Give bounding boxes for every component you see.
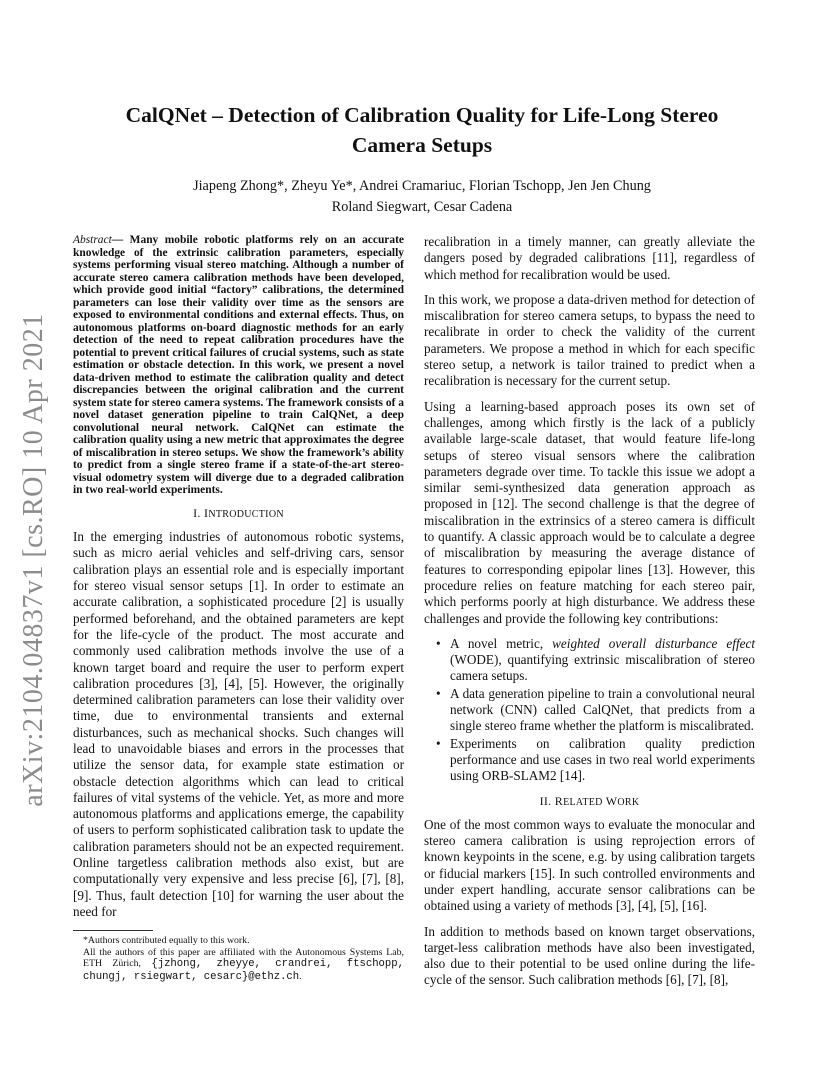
section-title-initial: I	[204, 505, 209, 520]
author-line-1: Jiapeng Zhong*, Zheyu Ye*, Andrei Cramariuc, Florian Tschopp, Jen Jen Chung	[193, 178, 651, 194]
contribution-emphasis: weighted overall disturbance effect	[552, 635, 755, 651]
right-column	[424, 234, 755, 998]
affiliation-end: .	[299, 971, 302, 983]
affiliation-text: All the authors of this paper are affiliated with the Autonomous Systems Lab, ETH Zürich,	[83, 946, 404, 970]
abstract-text: — Many mobile robotic platforms rely on an accurate knowledge of the extrinsic calibration parameters, especially systems performing visual stereo matching. Although a number of accurate stereo camera calibration methods have been developed, which provide good initial “factory” calibrations, the determined parameters can lose their validity over time as the sensors are exposed to environmental conditions and external effects. Thus, on autonomous platforms on-board diagnostic methods for an early detection of the need to repeat calibration procedures have the potential to prevent critical failures of crucial systems, such as state estimation or obstacle detection. In this work, we present a novel data-driven method to estimate the calibration quality and detect discrepancies between the original calibration and the current system state for stereo camera systems. The framework consists of a novel dataset generation pipeline to train CalQNet, a deep convolutional neural network. CalQNet can estimate the calibration quality using a new metric that approximates the degree of miscalibration in stereo setups. We show the framework’s ability to predict from a single stereo frame if a state-of-the-art stereo-visual odometry system will diverge due to a degraded calibration in two real-world experiments.	[73, 234, 404, 497]
author-list	[90, 176, 754, 218]
author-line-2: Roland Siegwart, Cesar Cadena	[331, 199, 513, 215]
paragraph-challenges: Using a learning-based approach poses its own set of challenges, among which firstly is the lack of a publicly available large-scale dataset, that would feature life-long setups of stereo visual sensors where the calibration parameters degrade over time. To tackle this issue we adopt a similar semi-synthesized data generation approach as proposed in [12]. The second challenge is that the degree of miscalibration in the extrinsics of a stereo camera is difficult to quantify. A classic approach would be to calculate a degree of miscalibration by measuring the average distance of features to corresponding epipolar lines [13]. However, this procedure relies on feature matching for each stereo pair, which performs poorly at high disturbance. We address these challenges and provide the following key contributions:	[424, 398, 755, 626]
paragraph-recalibration: recalibration in a timely manner, can greatly alleviate the dangers posed by degraded calibrations [11], regardless of which method for recalibration would be used.	[424, 234, 755, 282]
abstract	[73, 234, 404, 497]
arxiv-identifier-text: arXiv:2104.04837v1 [cs.RO] 10 Apr 2021	[18, 313, 49, 807]
section-title-initial: W	[605, 793, 618, 808]
related-paragraph-1: One of the most common ways to evaluate the monocular and stereo camera calibration is using reprojection errors of known keypoints in the scene, e.g. by using calibration targets or fiducial markers [15]. In such controlled environments and under expert handling, accurate sensor calibrations can be obtained using a variety of methods [3], [4], [5], [16].	[424, 816, 755, 914]
author-emails: {jzhong, zheyye, crandrei, ftschopp, chungj, rsiegwart, cesarc}@ethz.ch	[83, 958, 404, 984]
section-title-initial: R	[554, 793, 564, 808]
section-title-rest: ELATED	[563, 796, 603, 808]
section-title-rest: NTRODUCTION	[208, 508, 284, 520]
section-title-rest: ORK	[617, 796, 640, 808]
contribution-text: A novel metric,	[450, 635, 553, 651]
intro-paragraph: In the emerging industries of autonomous robotic systems, such as micro aerial vehicles and self-driving cars, sensor calibration plays an essential role and is especially important for stereo visual sensor setups [1]. In order to estimate an accurate calibration, a sophisticated procedure [2] is usually performed beforehand, and the obtained parameters are kept for the life-cycle of the product. The most accurate and commonly used calibration methods involve the use of a known target board and require the user to perform expert calibration procedures [3], [4], [5]. However, the originally determined calibration parameters can lose their validity over time, due to environmental transients and external disturbances, such as mechanical shocks. Such changes will lead to unavoidable biases and errors in the processes that utilize the sensor data, for example state estimation or obstacle detection algorithms which can lead to critical failures of vital systems of the vehicle. Yet, as more and more autonomous platforms and applications emerge, the capability of users to perform sophisticated calibration task to update the calibration parameters should not be an expected requirement. Online targetless calibration methods also exist, but are computationally very expensive and less precise [6], [7], [8], [9]. Thus, fault detection [10] for warning the user about the need for	[73, 529, 404, 919]
section-number: I.	[193, 505, 201, 520]
abstract-label: Abstract	[73, 234, 112, 246]
footnote-affiliation	[73, 947, 404, 984]
paragraph-this-work: In this work, we propose a data-driven method for detection of miscalibration for stereo camera setups, to bypass the need to recalibrate in order to check the validity of the current parameters. We propose a method in which for each specific stereo setup, a network is tailor trained to predict when a recalibration is necessary for the current setup.	[424, 291, 755, 389]
section-heading-related-work	[424, 793, 755, 811]
section-number: II.	[539, 793, 552, 808]
section-heading-introduction	[73, 505, 404, 523]
paper-title: CalQNet – Detection of Calibration Quality for Life-Long Stereo Camera Setups	[125, 103, 719, 157]
footnote-equal-contribution: *Authors contributed equally to this work.	[83, 935, 250, 947]
contribution-item-experiments: • Experiments on calibration quality prediction performance and use cases in two real world experiments using ORB-SLAM2 [14].	[450, 736, 755, 785]
footnote-divider	[73, 930, 153, 931]
contribution-item-wode	[450, 636, 755, 685]
contribution-text: (WODE), quantifying extrinsic miscalibration of stereo camera setups.	[450, 652, 755, 684]
left-column	[73, 234, 404, 984]
related-paragraph-2: In addition to methods based on known target observations, target-less calibration methods have also been investigated, also due to their potential to be used online during the life-cycle of the sensor. Such calibration methods [6], [7], [8],	[424, 923, 755, 988]
contribution-list	[424, 636, 755, 785]
footnotes	[73, 935, 404, 983]
contribution-item-pipeline: • A data generation pipeline to train a convolutional neural network (CNN) called CalQNet, that predicts from a single stereo frame whether the platform is miscalibrated.	[450, 686, 755, 735]
arxiv-identifier-stamp	[14, 313, 54, 807]
